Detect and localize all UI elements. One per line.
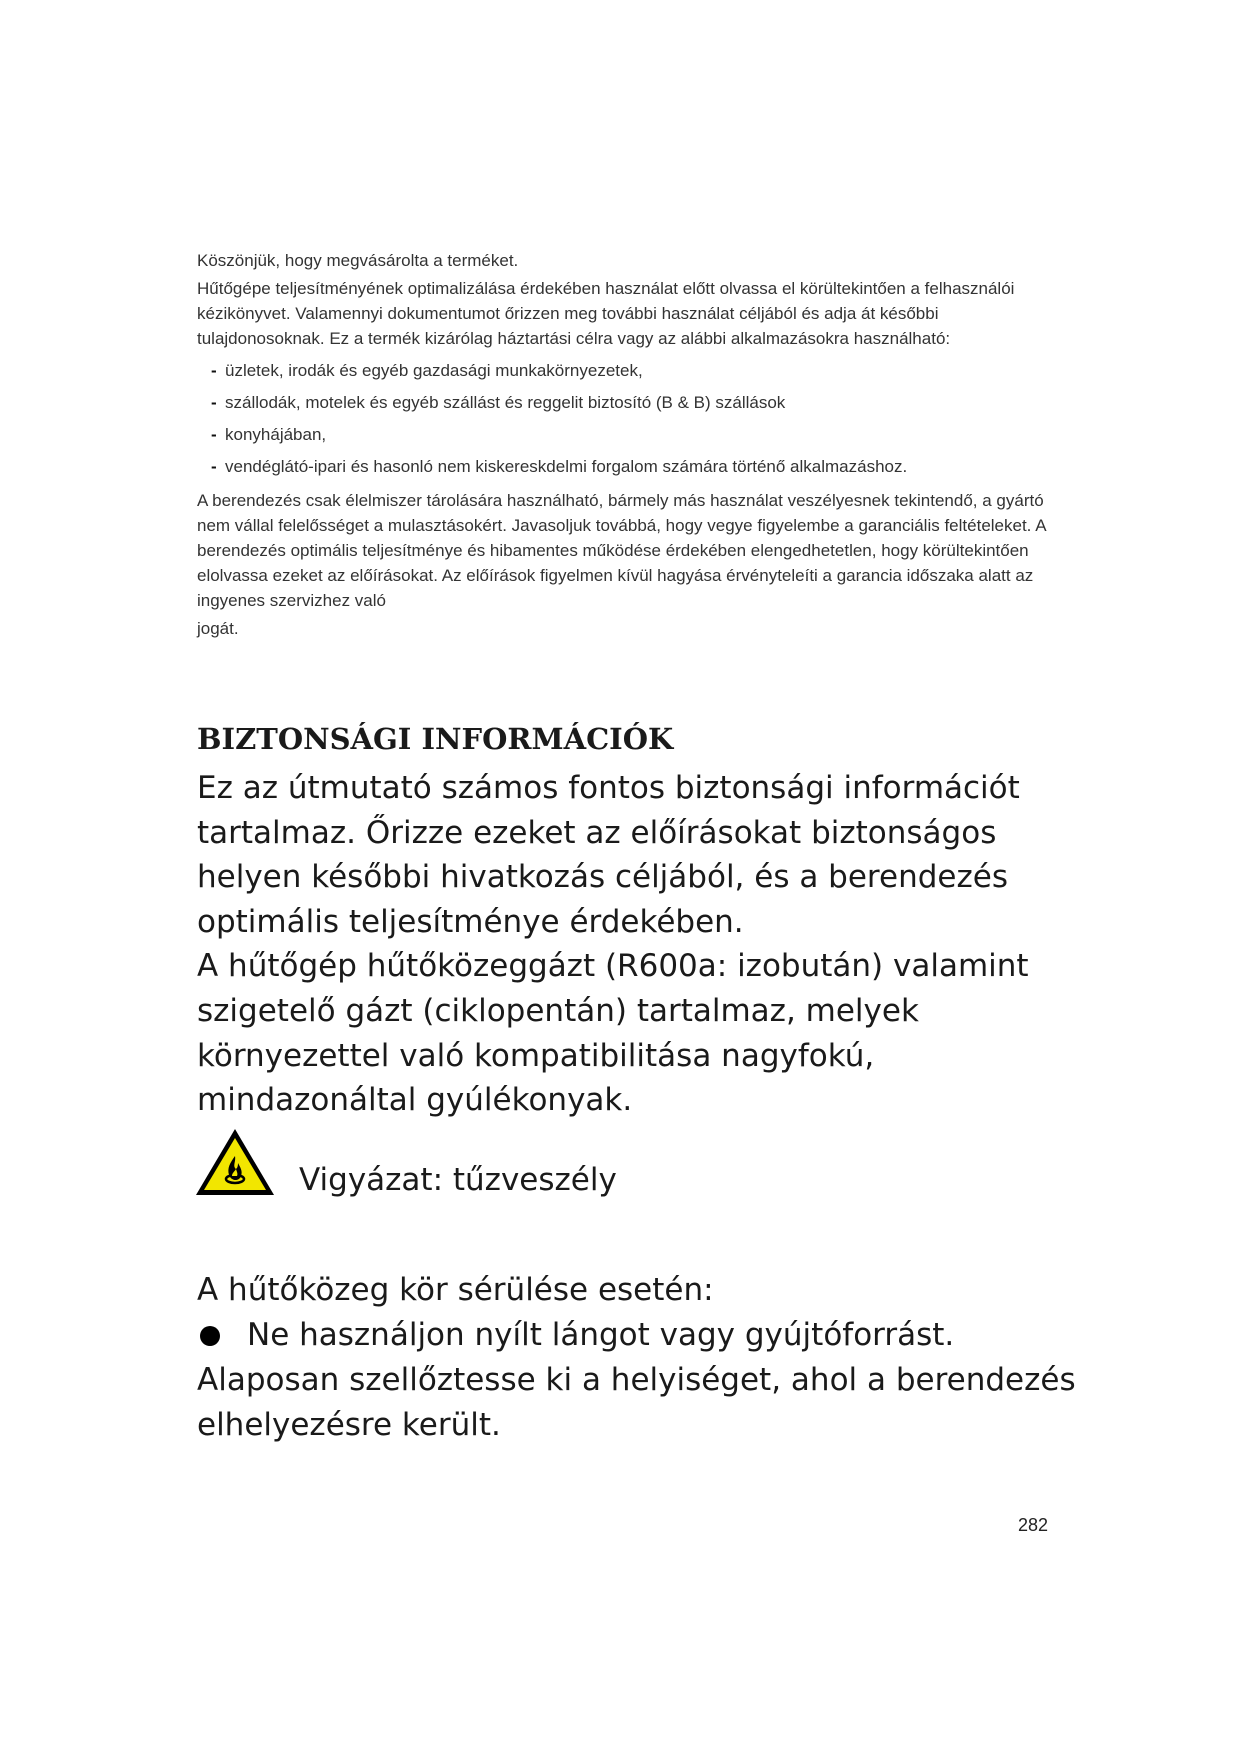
intro-paragraph: Hűtőgépe teljesítményének optimalizálása érdekében használat előtt olvassa el körültekintően a felhasználói kézikönyvet. Valamennyi dokumentumot őrizzen meg további használat céljából és adja át későbbi tulajdonosoknak. Ez a termék kizárólag háztartási célra vagy az alábbi alkalmazásokra használható: — [197, 279, 1015, 348]
leak-heading: A hűtőközeg kör sérülése esetén: — [197, 1272, 714, 1308]
dash-marker: - — [211, 425, 217, 444]
hazard-label: Vigyázat: tűzveszély — [299, 1162, 617, 1198]
safety-body — [197, 766, 1077, 1123]
list-item: Ne használjon nyílt lángot vagy gyújtóforrást. — [197, 1313, 1077, 1358]
list-item: - szállodák, motelek és egyéb szállást és reggelit biztosító (B & B) szállások — [211, 387, 1047, 419]
flammable-warning-icon — [194, 1126, 276, 1198]
list-item: - üzletek, irodák és egyéb gazdasági munkakörnyezetek, — [211, 355, 1047, 387]
dash-marker: - — [211, 361, 217, 380]
warranty-paragraph: A berendezés csak élelmiszer tárolására használható, bármely más használat veszélyesnek tekintendő, a gyártó nem vállal felelősséget a mulasztásokért. Javasoljuk továbbá, hogy vegye figyelembe a garanciális feltételeket. A berendezés optimális teljesítménye és hibamentes működése érdekében elengedhetetlen, hogy körültekintően elolvassa ezeket az előírásokat. Az előírások figyelmen kívül hagyása érvényteleíti a garancia időszaka alatt az ingyenes szervizhez való jogát. — [197, 491, 1046, 638]
bullet-icon — [200, 1326, 220, 1346]
refrigerant-paragraph: A hűtőgép hűtőközeggázt (R600a: izobután) valamint szigetelő gázt (ciklopentán) tartalmaz, melyek környezettel való kompatibilitása nagyfokú, mindazonáltal gyúlékonyak. — [197, 948, 1029, 1119]
list-item: - konyhájában, — [211, 419, 1047, 451]
dash-marker: - — [211, 393, 217, 412]
usage-list — [197, 355, 1047, 483]
page-number: 282 — [1018, 1515, 1049, 1535]
ventilation-instruction: Alaposan szellőztesse ki a helyiséget, ahol a berendezés elhelyezésre került. — [197, 1362, 1076, 1443]
safety-paragraph: Ez az útmutató számos fontos biztonsági információt tartalmaz. Őrizze ezeket az előírásokat biztonságos helyen későbbi hivatkozás céljából, és a berendezés optimális teljesítménye érdekében. — [197, 770, 1020, 940]
thanks-line: Köszönjük, hogy megvásárolta a terméket. — [197, 251, 519, 270]
dash-marker: - — [211, 457, 217, 476]
leak-section — [197, 1268, 1077, 1448]
section-title: BIZTONSÁGI INFORMÁCIÓK — [197, 722, 674, 756]
intro-section — [197, 248, 1047, 641]
list-item: - vendéglátó-ipari és hasonló nem kiskereskdelmi forgalom számára történő alkalmazáshoz. — [211, 451, 1047, 483]
